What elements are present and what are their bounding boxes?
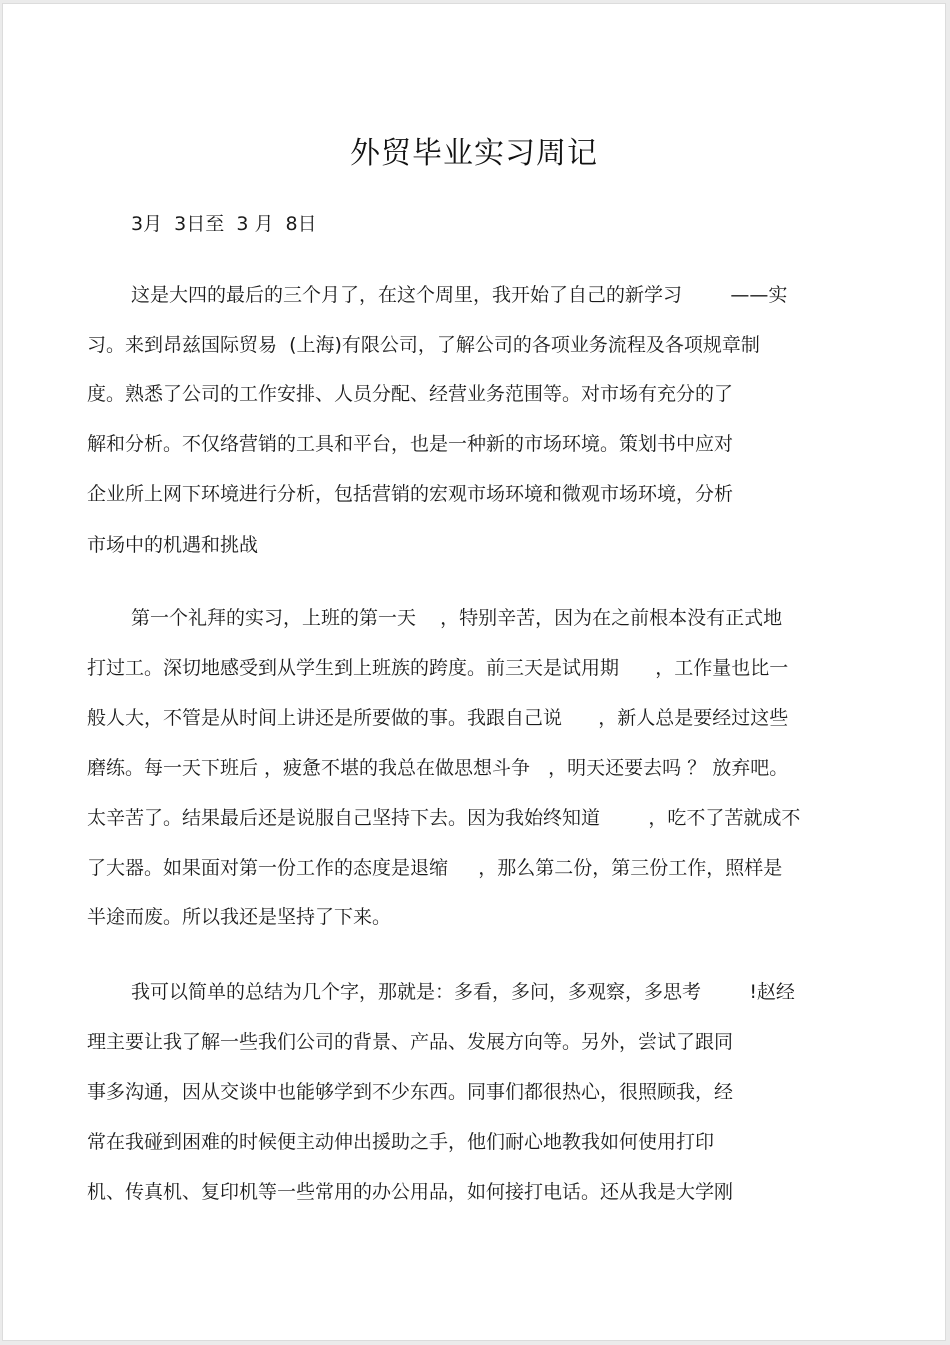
paragraph-line: 理主要让我了解一些我们公司的背景、产品、发展方向等。另外，尝试了跟同 bbox=[87, 1031, 734, 1053]
paragraph-line: 了大器。如果面对第一份工作的态度是退缩 ，那么第二份，第三份工作，照样是 bbox=[87, 857, 783, 879]
paragraph-line: 打过工。深切地感受到从学生到上班族的跨度。前三天是试用期 ，工作量也比一 bbox=[87, 657, 789, 679]
paragraph-line: 半途而废。所以我还是坚持了下来。 bbox=[87, 906, 392, 928]
paragraph-line: 机、传真机、复印机等一些常用的办公用品，如何接打电话。还从我是大学刚 bbox=[87, 1181, 734, 1203]
paragraph-line: 事多沟通，因从交谈中也能够学到不少东西。同事们都很热心，很照顾我，经 bbox=[87, 1081, 734, 1103]
date-range: 3月 3日至 3 月 8日 bbox=[131, 213, 317, 235]
page-title: 外贸毕业实习周记 bbox=[350, 136, 598, 171]
paragraph-line: 太辛苦了。结果最后还是说服自己坚持下去。因为我始终知道 ，吃不了苦就成不 bbox=[87, 807, 801, 829]
paragraph-line: 企业所上网下环境进行分析，包括营销的宏观市场环境和微观市场环境，分析 bbox=[87, 483, 734, 505]
paragraph-line: 磨练。每一天下班后 ，疲惫不堪的我总在做思想斗争 ，明天还要去吗 ？ 放弃吧。 bbox=[87, 757, 789, 779]
paragraph-line: 般人大，不管是从时间上讲还是所要做的事。我跟自己说 ，新人总是要经过这些 bbox=[87, 707, 789, 729]
paragraph-line: 我可以简单的总结为几个字，那就是：多看，多问，多观察，多思考 !赵经 bbox=[131, 981, 795, 1003]
document-page bbox=[2, 3, 946, 1341]
paragraph-line: 这是大四的最后的三个月了，在这个周里，我开始了自己的新学习 ——实 bbox=[131, 284, 788, 306]
paragraph-line: 第一个礼拜的实习，上班的第一天 ，特别辛苦，因为在之前根本没有正式地 bbox=[131, 607, 783, 629]
paragraph-line: 常在我碰到困难的时候便主动伸出援助之手，他们耐心地教我如何使用打印 bbox=[87, 1131, 715, 1153]
paragraph-line: 度。熟悉了公司的工作安排、人员分配、经营业务范围等。对市场有充分的了 bbox=[87, 383, 734, 405]
paragraph-line: 市场中的机遇和挑战 bbox=[87, 534, 259, 556]
paragraph-line: 解和分析。不仅络营销的工具和平台，也是一种新的市场环境。策划书中应对 bbox=[87, 433, 734, 455]
paragraph-line: 习。来到昂兹国际贸易 (上海)有限公司，了解公司的各项业务流程及各项规章制 bbox=[87, 334, 760, 356]
